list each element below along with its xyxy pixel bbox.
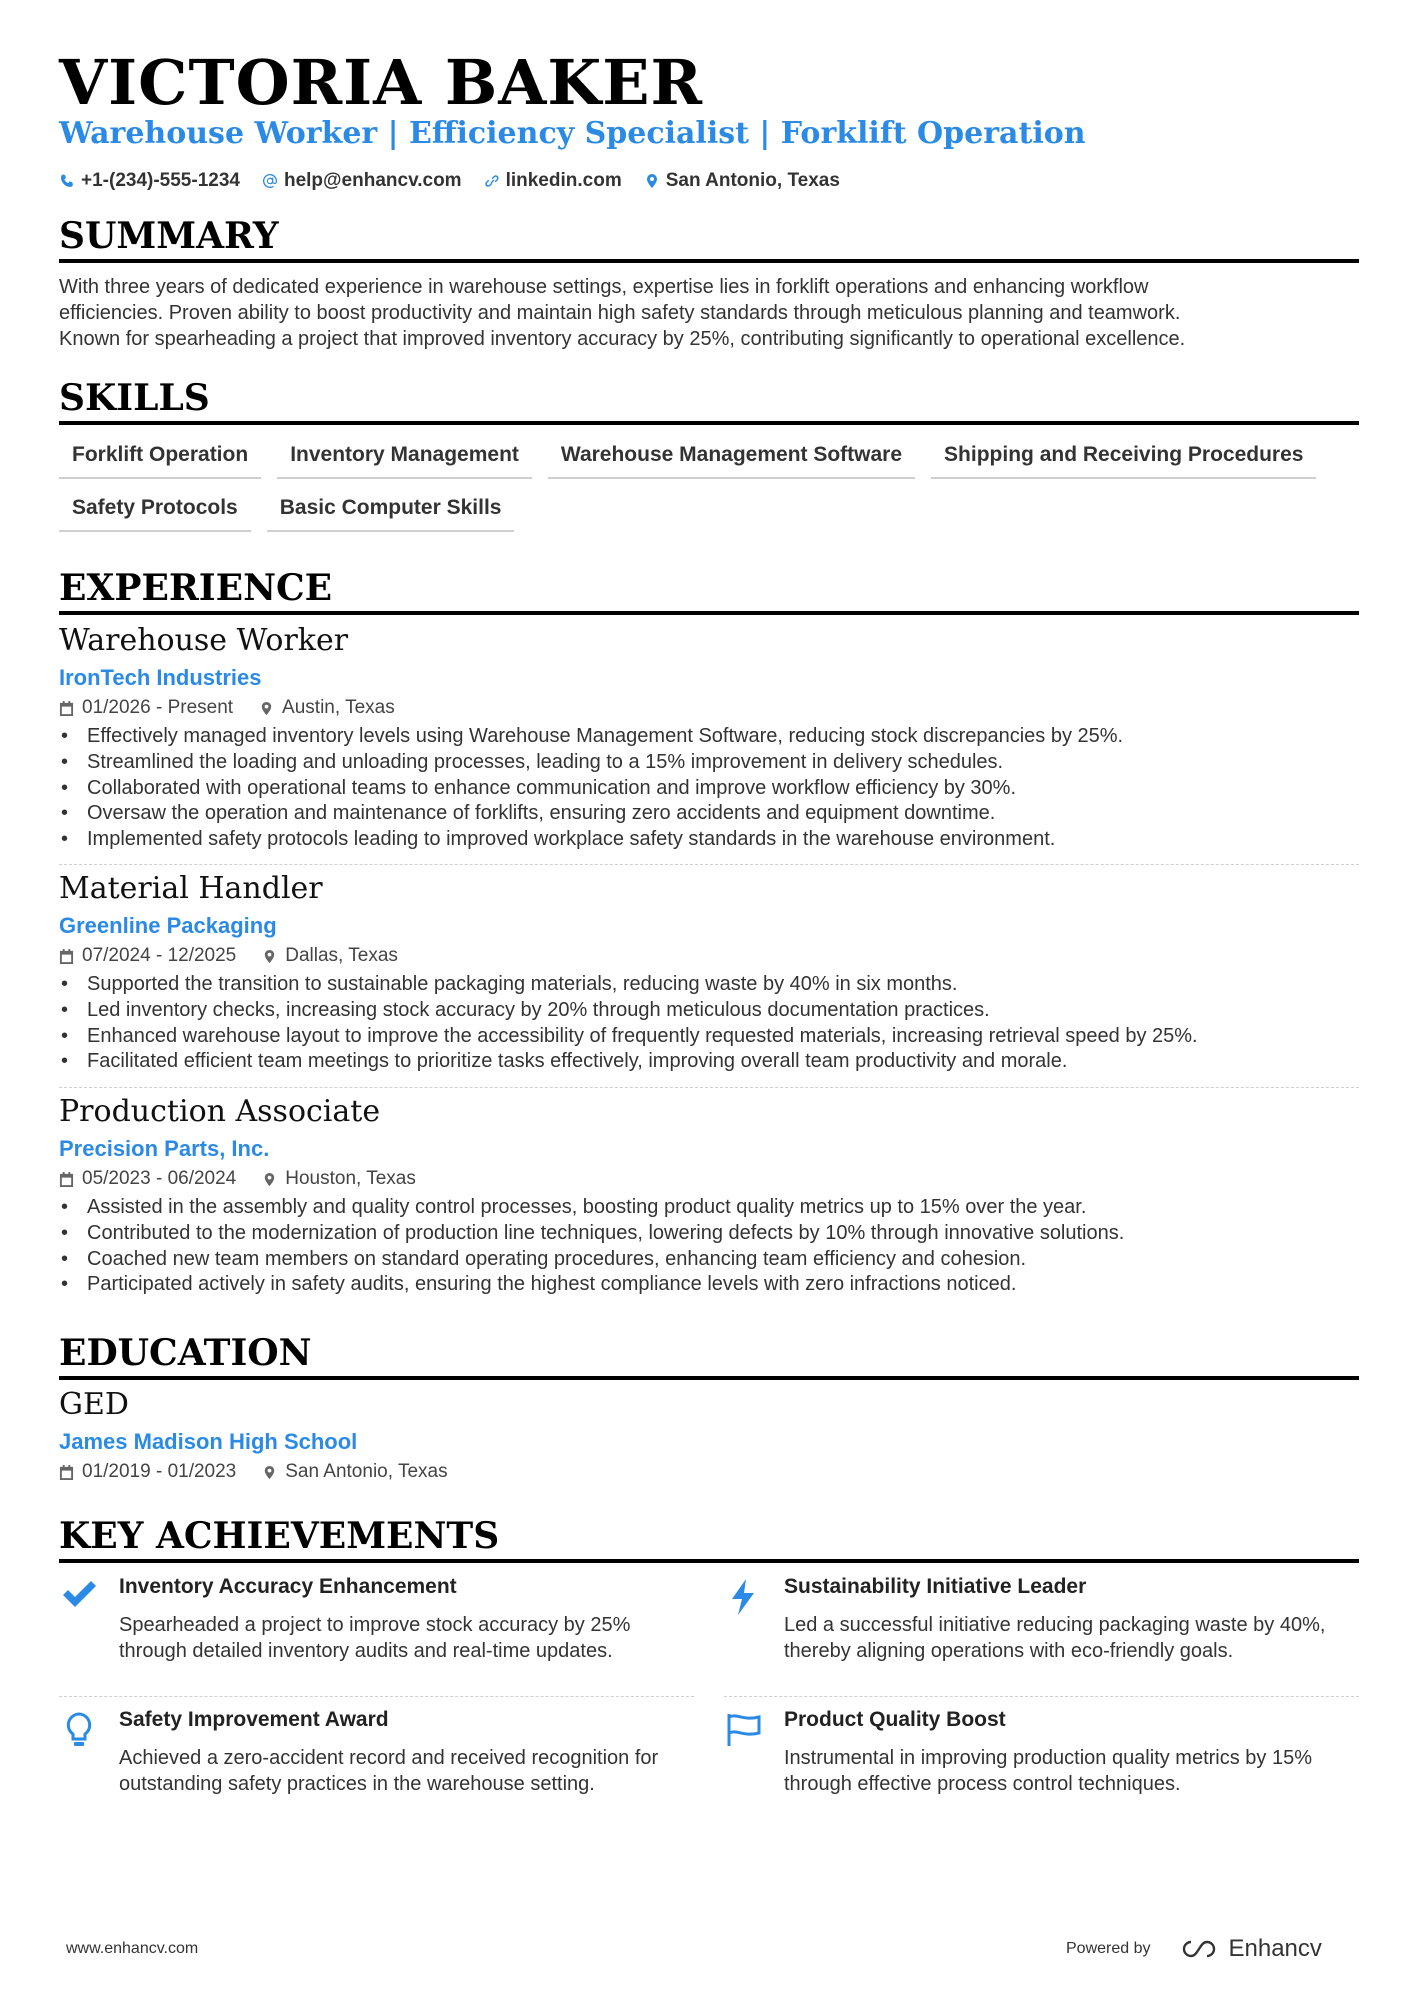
achievement-title: Safety Improvement Award [119, 1708, 389, 1731]
linkedin-text: linkedin.com [505, 170, 622, 191]
experience-entry [59, 623, 1359, 853]
company-name: Greenline Packaging [59, 913, 277, 938]
bullet-item: • Coached new team members on standard operating procedures, enhancing team efficiency and cohesion. [59, 1247, 1359, 1273]
achievement-divider [724, 1696, 1359, 1697]
enhancv-logo[interactable] [1177, 1935, 1322, 1963]
skill-tag: Basic Computer Skills [267, 489, 515, 532]
footer-website[interactable]: www.enhancv.com [66, 1940, 199, 1957]
skill-tag: Shipping and Receiving Procedures [931, 436, 1316, 479]
job-dates [59, 945, 236, 968]
calendar-icon [59, 701, 74, 716]
location-pin-icon [262, 949, 277, 964]
skills-list [59, 436, 1359, 532]
location-text: Austin, Texas [282, 697, 395, 719]
at-icon [262, 173, 278, 189]
location-pin-icon [644, 173, 660, 189]
location-pin-icon [259, 701, 274, 716]
flag-icon [724, 1710, 764, 1750]
summary-text [59, 275, 1359, 352]
bullet-item: • Supported the transition to sustainable packaging materials, reducing waste by 40% in six months. [59, 972, 1359, 998]
calendar-icon [59, 949, 74, 964]
achievement-description: Led a successful initiative reducing packaging waste by 40%, thereby aligning operations with eco-friendly goals. [784, 1614, 1326, 1662]
bullet-item: • Led inventory checks, increasing stock accuracy by 20% through meticulous documentation practices. [59, 998, 1359, 1024]
contact-linkedin[interactable] [484, 170, 622, 192]
contact-phone[interactable] [59, 170, 240, 192]
skill-tag: Safety Protocols [59, 489, 251, 532]
lightning-icon [724, 1577, 764, 1617]
location-pin-icon [262, 1172, 277, 1187]
skill-tag: Inventory Management [277, 436, 532, 479]
section-title-experience: EXPERIENCE [59, 568, 1359, 615]
entry-divider [59, 1087, 1359, 1088]
bullet-item: • Enhanced warehouse layout to improve the accessibility of frequently requested materials, increasing retrieval speed by 25%. [59, 1024, 1359, 1050]
summary-line: With three years of dedicated experience in warehouse settings, expertise lies in forklift operations and enhancing workflow [59, 276, 1149, 298]
achievement-title: Product Quality Boost [784, 1708, 1006, 1731]
job-bullets [59, 1195, 1359, 1298]
skill-tag: Forklift Operation [59, 436, 261, 479]
section-title-education: EDUCATION [59, 1333, 1359, 1380]
location-text: Houston, Texas [285, 1168, 416, 1190]
headline: Warehouse Worker | Efficiency Specialist | Forklift Operation [59, 116, 1086, 151]
phone-icon [59, 173, 75, 189]
education-entry [59, 1387, 1359, 1484]
company-name: IronTech Industries [59, 665, 262, 690]
bullet-item: • Collaborated with operational teams to enhance communication and improve workflow efficiency by 30%. [59, 776, 1359, 802]
entry-divider [59, 864, 1359, 865]
school-name: James Madison High School [59, 1429, 358, 1454]
job-meta [59, 697, 1359, 720]
bullet-item: • Assisted in the assembly and quality control processes, boosting product quality metrics up to 15% over the year. [59, 1195, 1359, 1221]
location-text: San Antonio, Texas [665, 170, 840, 191]
job-bullets [59, 724, 1359, 853]
achievement-divider [59, 1696, 694, 1697]
contact-bar [59, 170, 840, 192]
summary-line: Known for spearheading a project that improved inventory accuracy by 25%, contributing significantly to operational excellence. [59, 327, 1186, 350]
summary-line: efficiencies. Proven ability to boost productivity and maintain high safety standards through meticulous planning and teamwork. [59, 301, 1181, 324]
phone-text: +1-(234)-555-1234 [81, 170, 240, 191]
calendar-icon [59, 1465, 74, 1480]
footer-branding [1066, 1935, 1322, 1963]
degree: GED [59, 1387, 129, 1422]
education-meta [59, 1461, 1359, 1484]
job-title: Material Handler [59, 871, 323, 906]
job-meta [59, 1168, 1359, 1191]
calendar-icon [59, 1172, 74, 1187]
email-text: help@enhancv.com [283, 170, 462, 191]
section-title-summary: SUMMARY [59, 216, 1359, 263]
checkmark-icon [59, 1577, 99, 1617]
powered-by-text: Powered by [1066, 1940, 1151, 1957]
job-location [262, 945, 398, 968]
location-pin-icon [262, 1465, 277, 1480]
job-dates [59, 1168, 236, 1191]
dates-text: 05/2023 - 06/2024 [82, 1168, 237, 1190]
job-dates [59, 697, 233, 720]
job-location [259, 697, 395, 720]
link-icon [484, 173, 500, 189]
bullet-item: • Streamlined the loading and unloading processes, leading to a 15% improvement in delivery schedules. [59, 750, 1359, 776]
job-location [262, 1168, 416, 1191]
lightbulb-icon [59, 1710, 99, 1750]
job-bullets [59, 972, 1359, 1075]
location-text: San Antonio, Texas [285, 1461, 448, 1483]
enhancv-logo-icon [1177, 1938, 1221, 1960]
bullet-item: • Contributed to the modernization of production line techniques, lowering defects by 10% through innovative solutions. [59, 1221, 1359, 1247]
section-title-skills: SKILLS [59, 378, 1359, 425]
education-location [262, 1461, 447, 1484]
dates-text: 01/2019 - 01/2023 [82, 1461, 237, 1483]
contact-location [644, 170, 840, 192]
location-text: Dallas, Texas [285, 945, 398, 967]
achievement-title: Sustainability Initiative Leader [784, 1575, 1087, 1598]
job-title: Warehouse Worker [59, 623, 349, 658]
bullet-item: • Facilitated efficient team meetings to prioritize tasks effectively, improving overall team productivity and morale. [59, 1049, 1359, 1075]
dates-text: 07/2024 - 12/2025 [82, 945, 237, 967]
achievement-description: Instrumental in improving production quality metrics by 15% through effective process control techniques. [784, 1747, 1313, 1795]
bullet-item: • Effectively managed inventory levels using Warehouse Management Software, reducing stock discrepancies by 25%. [59, 724, 1359, 750]
job-meta [59, 945, 1359, 968]
experience-entry [59, 1094, 1359, 1298]
achievement-description: Achieved a zero-accident record and received recognition for outstanding safety practices in the warehouse setting. [119, 1747, 659, 1795]
skill-tag: Warehouse Management Software [548, 436, 915, 479]
experience-entry [59, 871, 1359, 1075]
company-name: Precision Parts, Inc. [59, 1136, 270, 1161]
bullet-item: • Oversaw the operation and maintenance of forklifts, ensuring zero accidents and equipment downtime. [59, 801, 1359, 827]
education-dates [59, 1461, 236, 1484]
bullet-item: • Implemented safety protocols leading to improved workplace safety standards in the warehouse environment. [59, 827, 1359, 853]
brand-name: Enhancv [1228, 1935, 1322, 1962]
dates-text: 01/2026 - Present [82, 697, 234, 719]
job-title: Production Associate [59, 1094, 381, 1129]
achievement-description: Spearheaded a project to improve stock accuracy by 25% through detailed inventory audits and real-time updates. [119, 1614, 631, 1662]
achievement-title: Inventory Accuracy Enhancement [119, 1575, 457, 1598]
section-title-achievements: KEY ACHIEVEMENTS [59, 1516, 1359, 1563]
bullet-item: • Participated actively in safety audits, ensuring the highest compliance levels with zero infractions noticed. [59, 1272, 1359, 1298]
candidate-name: VICTORIA BAKER [59, 46, 703, 119]
contact-email[interactable] [262, 170, 462, 192]
